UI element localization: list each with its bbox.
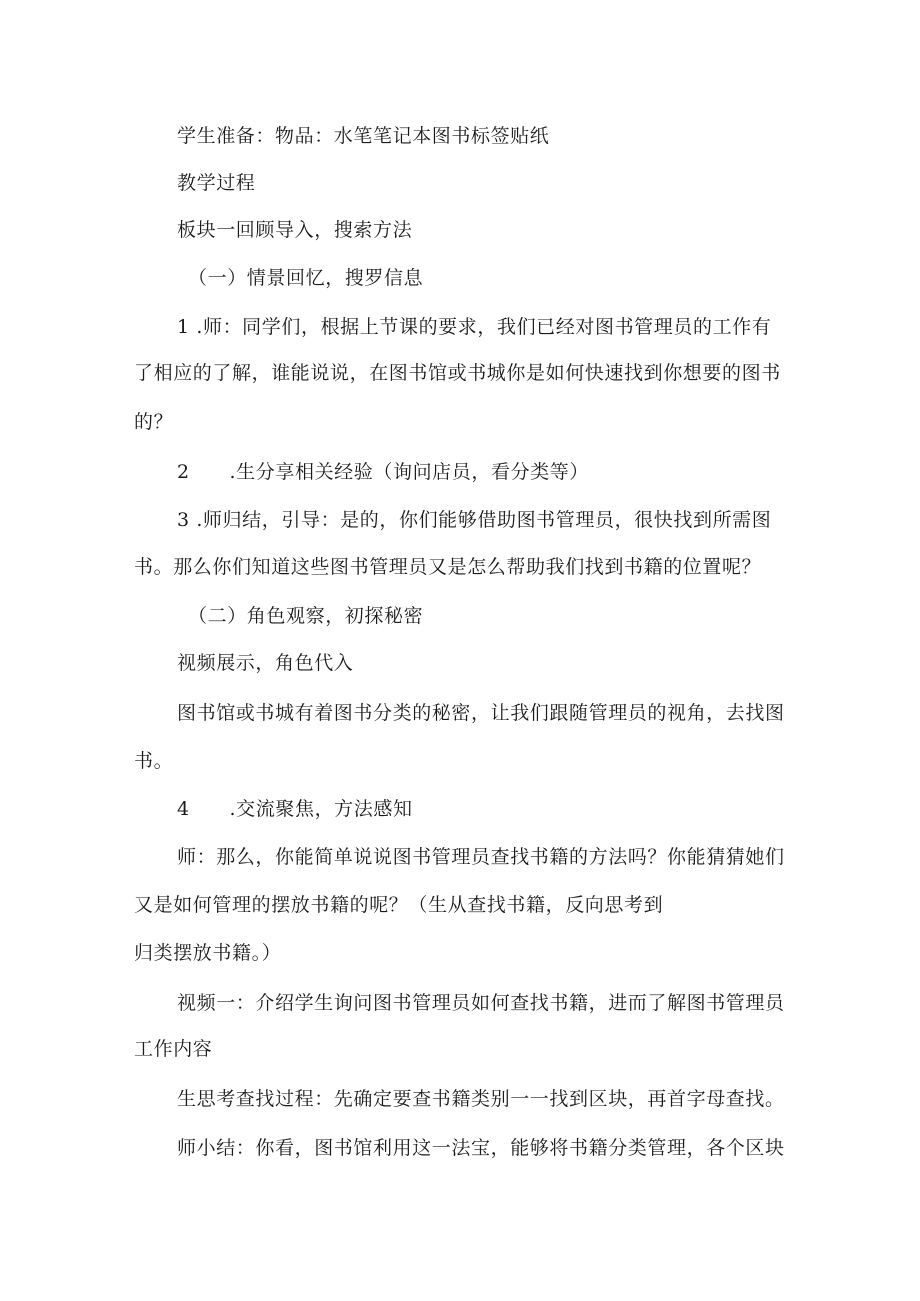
subsection-heading-one: （一）情景回忆，搜罗信息: [188, 267, 424, 289]
paragraph-line: 工作内容: [134, 1038, 213, 1060]
paragraph-line: 归类摆放书籍。）: [134, 942, 282, 964]
paragraph-line: 书。: [134, 750, 174, 772]
paragraph-line: 了相应的了解，谁能说说，在图书馆或书城你是如何快速找到你想要的图书: [134, 362, 781, 384]
paragraph-line: 师：那么，你能简单说说图书管理员查找书籍的方法吗？你能猜猜她们: [177, 846, 785, 868]
section-heading-teaching-process: 教学过程: [177, 172, 256, 194]
paragraph-line: 的？: [134, 411, 174, 433]
paragraph-line: 书。那么你们知道这些图书管理员又是怎么帮助我们找到书籍的位置呢？: [134, 556, 762, 578]
paragraph-line: 视频展示，角色代入: [177, 652, 354, 674]
paragraph-line: 又是如何管理的摆放书籍的呢？（生从查找书籍，反向思考到: [134, 894, 664, 916]
paragraph-line: 师小结：你看，图书馆利用这一法宝，能够将书籍分类管理，各个区块: [177, 1137, 785, 1159]
paragraph-line: 图书馆或书城有着图书分类的秘密，让我们跟随管理员的视角，去找图: [177, 702, 785, 724]
section-heading-block-one: 板块一回顾导入，搜索方法: [177, 219, 413, 241]
paragraph-line: 3 .师归结，引导：是的，你们能够借助图书管理员，很快找到所需图: [177, 509, 772, 531]
paragraph-line: 生思考查找过程：先确定要查书籍类别一一找到区块，再首字母查找。: [177, 1088, 785, 1110]
paragraph-line: 视频一：介绍学生询问图书管理员如何查找书籍，进而了解图书管理员: [177, 992, 785, 1014]
subsection-heading-two: （二）角色观察，初探秘密: [188, 605, 424, 627]
paragraph-line: 4 .交流聚焦，方法感知: [177, 798, 413, 820]
paragraph-line: 2 .生分享相关经验（询问店员，看分类等）: [177, 461, 589, 483]
paragraph-line: 1 .师：同学们，根据上节课的要求，我们已经对图书管理员的工作有: [177, 316, 772, 338]
student-preparation-line: 学生准备：物品：水笔笔记本图书标签贴纸: [177, 125, 550, 147]
